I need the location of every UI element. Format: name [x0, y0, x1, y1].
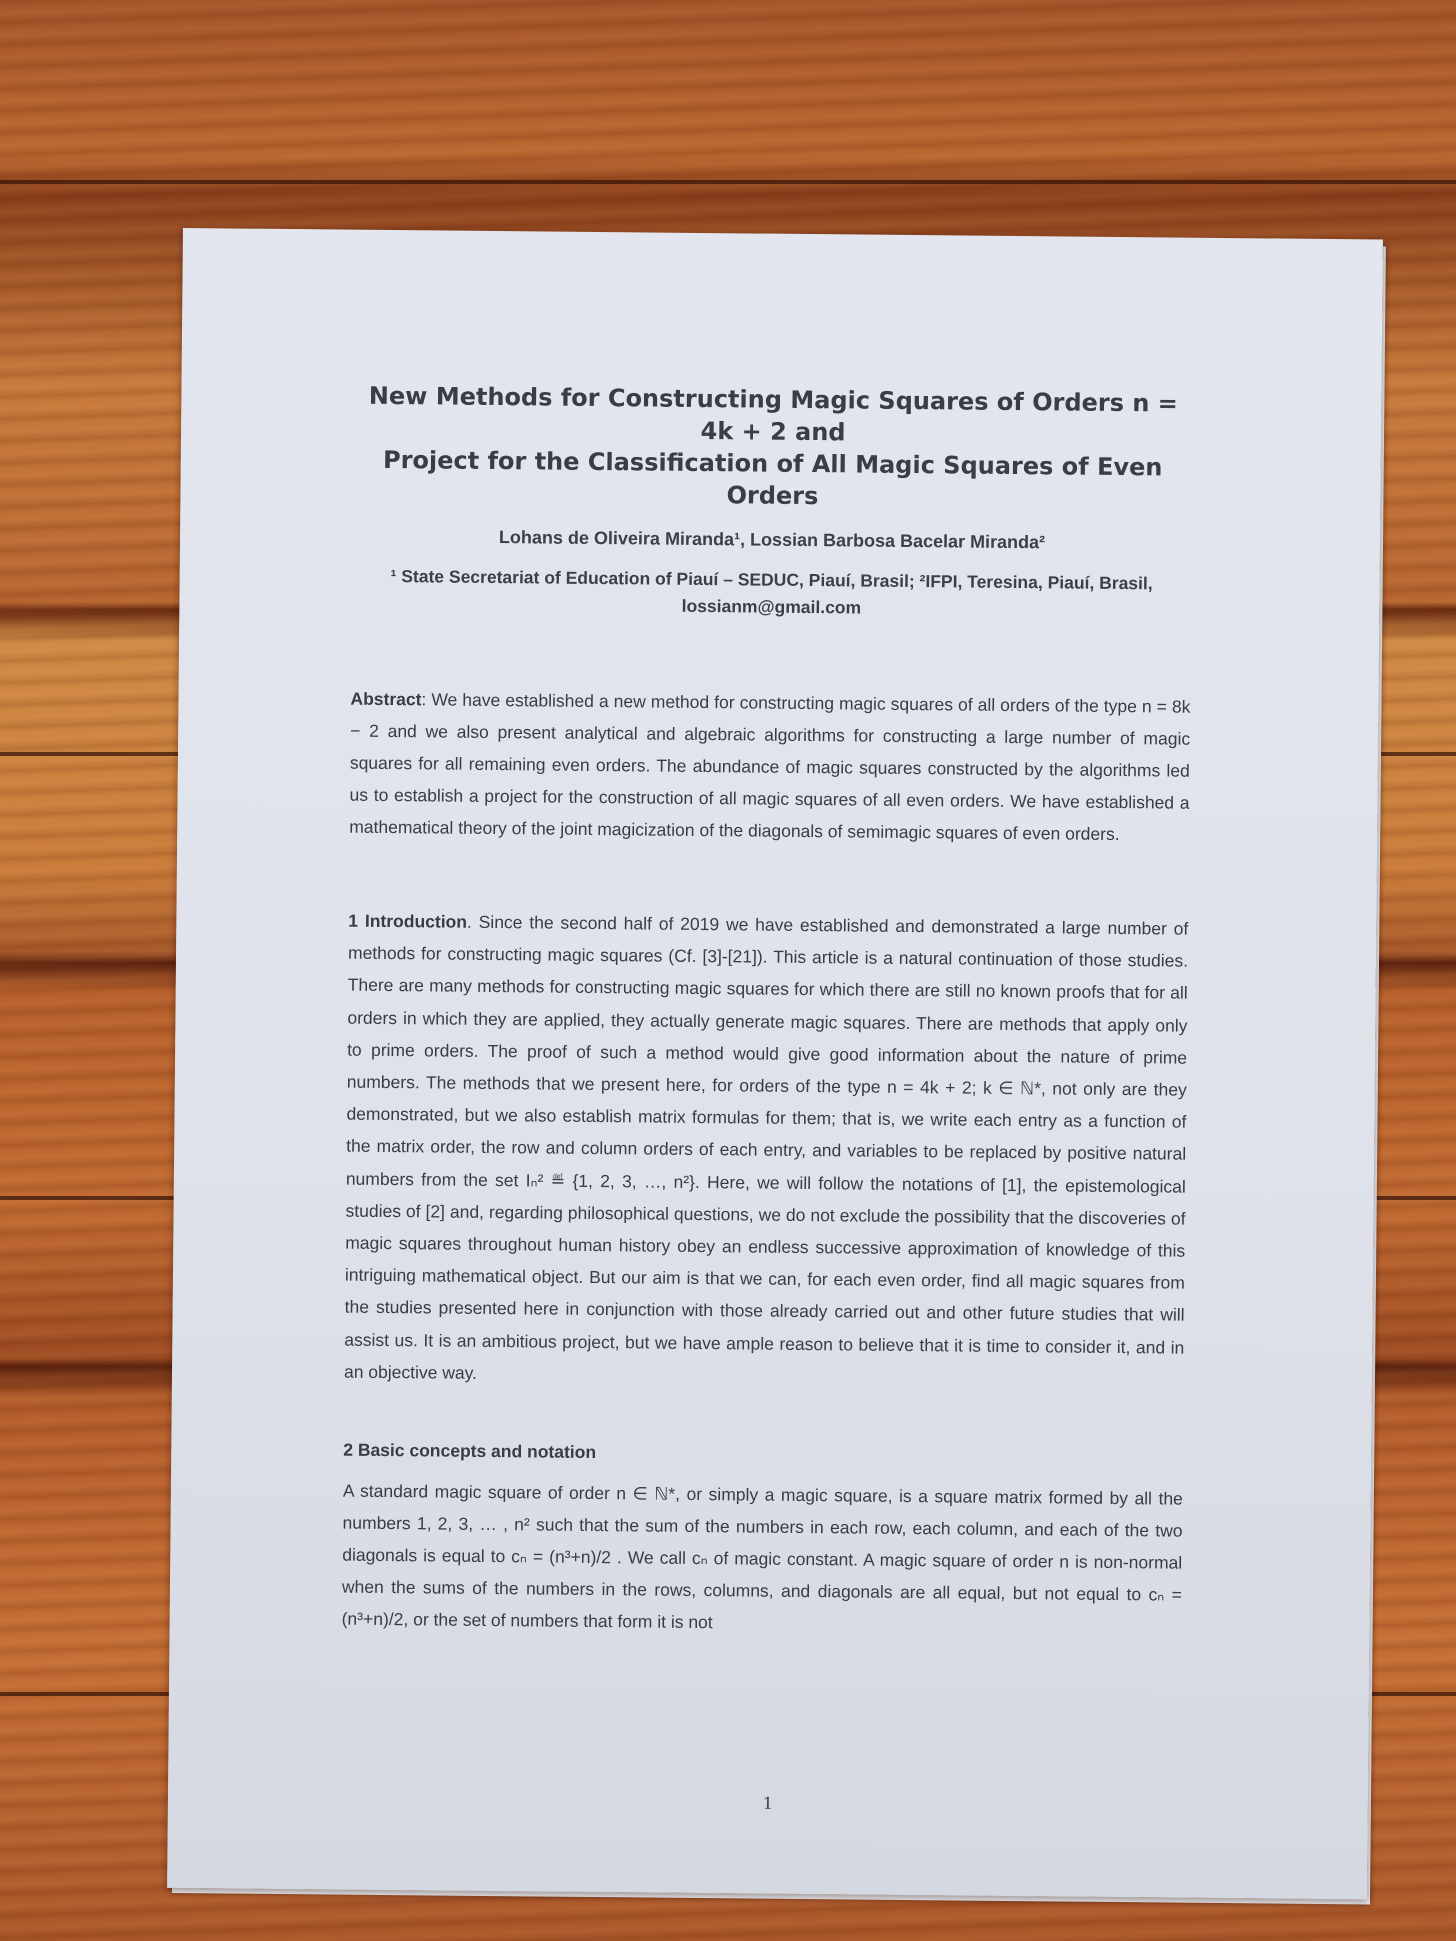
abstract	[349, 683, 1190, 851]
section-2-heading: 2 Basic concepts and notation	[343, 1439, 597, 1463]
wood-seam-top	[0, 180, 1456, 184]
page-number: 1	[762, 1793, 774, 1813]
affiliation	[351, 563, 1191, 625]
title-line-1: New Methods for Constructing Magic Squares of Orders n = 4k + 2 and	[368, 381, 1179, 447]
introduction-text: . Since the second half of 2019 we have established and demonstrated a large number of methods for constructing magic squares (Cf. [3]-[21]). This article is a natural continuation of those studies. There are many methods for constructing magic squares for which there are still no known proofs that for all orders in which they are applied, they actually generate magic squares. There are methods that apply only to prime orders. The proof of such a method would give good information about the nature of prime numbers. The methods that we present here, for orders of the type n = 4k + 2; k ∈ ℕ*, not only are they demonstrated, but we also establish matrix formulas for them; that is, we write each entry as a function of the matrix order, the row and column orders of each entry, and variables to be replaced by positive natural numbers from the set Iₙ² ≝ {1, 2, 3, …, n²}. Here, we will follow the notations of [1], the epistemological studies of [2] and, regarding philosophical questions, we do not exclude the possibility that the discoveries of magic squares throughout human history obey an endless successive approximation of knowledge of this intriguing mathematical object. But our aim is that we can, for each even order, find all magic squares from the studies presented here in conjunction with those already carried out and other future studies that will assist us. It is an ambitious project, but we have ample reason to believe that it is time to consider it, and in an objective way.	[343, 911, 1189, 1383]
affiliation-line: ¹ State Secretariat of Education of Piauí – SEDUC, Piauí, Brasil; ²IFPI, Teresina, Piauí, Brasil,	[390, 566, 1153, 594]
authors: Lohans de Oliveira Miranda¹, Lossian Barbosa Bacelar Miranda²	[498, 527, 1046, 553]
introduction-heading: 1 Introduction	[348, 910, 468, 932]
paper-sheet	[167, 228, 1383, 1899]
abstract-label: Abstract	[350, 688, 422, 710]
page-content	[342, 380, 1194, 1643]
title-line-2: Project for the Classification of All Magic Squares of Even Orders	[382, 445, 1163, 511]
section-2-text: A standard magic square of order n ∈ ℕ*, or simply a magic square, is a square matrix formed by all the numbers 1, 2, 3, … , n² such that the sum of the numbers in each row, each column, and each of the two diagonals is equal to cₙ = (n³+n)/2 . We call cₙ of magic constant. A magic square of order n is non-normal when the sums of the numbers in the rows, columns, and diagonals are all equal, but not equal to cₙ = (n³+n)/2, or the set of numbers that form it is not	[341, 1480, 1183, 1633]
paper-title	[352, 380, 1193, 516]
abstract-text: : We have established a new method for constructing magic squares of all orders of the type n = 8k − 2 and we also present analytical and algebraic algorithms for constructing a large number of magic squares for all remaining even orders. The abundance of magic squares constructed by the algorithms led us to establish a project for the construction of all magic squares of all even orders. We have established a mathematical theory of the joint magicization of the diagonals of semimagic squares of even orders.	[349, 689, 1191, 845]
introduction	[344, 905, 1189, 1396]
email: lossianm@gmail.com	[681, 595, 862, 618]
